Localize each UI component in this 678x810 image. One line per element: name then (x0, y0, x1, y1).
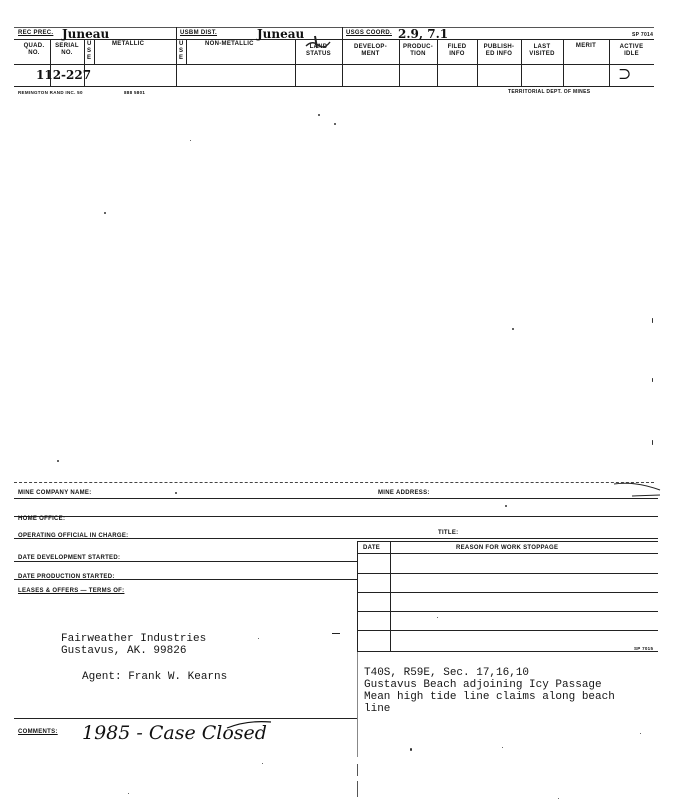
margin-stroke (612, 478, 662, 500)
speck (410, 748, 412, 751)
col-published-info-label: PUBLISH- ED INFO (483, 44, 515, 57)
speck (175, 492, 177, 494)
owner-text: Fairweather Industries Gustavus, AK. 99826 (61, 633, 207, 657)
home-office-label: HOME OFFICE: (18, 516, 66, 522)
date-production-label: DATE PRODUCTION STARTED: (18, 574, 115, 580)
col-active-idle-label: ACTIVE IDLE (619, 44, 644, 57)
col-sep (186, 39, 187, 64)
usbm-dist-label: USBM DIST. (180, 30, 218, 36)
land-status-scribble (304, 30, 338, 50)
top-rule (14, 27, 654, 28)
company-line (14, 498, 658, 499)
printer-code: 888 5801 (124, 90, 146, 95)
speck (652, 440, 653, 445)
lower-mid-divider (357, 652, 358, 757)
col-merit-label: MERIT (575, 43, 597, 49)
speck (512, 328, 514, 330)
col-production-label: PRODUC- TION (402, 44, 434, 57)
speck (502, 747, 503, 748)
speck (334, 123, 336, 125)
col-sep (176, 39, 177, 86)
speck (57, 460, 59, 462)
form-code-2: SP 7015 (634, 646, 654, 651)
printer-label: REMINGTON RAND INC. 50 (18, 90, 83, 95)
speck (104, 212, 106, 214)
stoppage-row-line (357, 630, 658, 631)
col-nonmetallic-label: NON-METALLIC (205, 41, 254, 47)
speck (190, 140, 191, 141)
col-quad-label: QUAD. NO. (23, 43, 45, 56)
reason-column-label: REASON FOR WORK STOPPAGE (456, 545, 559, 551)
speck (505, 505, 507, 507)
stoppage-row-line (357, 651, 658, 652)
quad-serial-value: 112-227 (36, 68, 92, 82)
usgs-coord-label: USGS COORD. (346, 30, 392, 36)
stoppage-row-line (357, 592, 658, 593)
comments-handwritten: 1985 - Case Closed (82, 722, 267, 744)
handwriting-flourish (225, 718, 275, 730)
rec-prec-label: REC PREC. (18, 30, 54, 36)
stoppage-row-line (357, 611, 658, 612)
stoppage-left-border (357, 541, 358, 652)
col-serial-label: SERIAL NO. (55, 43, 79, 56)
mine-address-label: MINE ADDRESS: (378, 490, 430, 496)
lower-top-rule (14, 482, 654, 483)
speck (558, 798, 559, 799)
col-use-metallic-label: U S E (87, 41, 92, 61)
date-development-label: DATE DEVELOPMENT STARTED: (18, 555, 121, 561)
usbm-dist-value: Juneau (257, 27, 305, 41)
col-sep (94, 39, 95, 64)
comments-label: COMMENTS: (18, 729, 58, 735)
speck (652, 318, 653, 323)
stoppage-date-sep (390, 541, 391, 652)
stoppage-row-line (357, 573, 658, 574)
speck (640, 733, 641, 734)
dash-mark (332, 633, 340, 634)
speck (262, 763, 263, 764)
speck (128, 793, 129, 794)
col-filed-info-label: FILED INFO (447, 44, 467, 57)
agent-text: Agent: Frank W. Kearns (82, 671, 228, 683)
mine-company-name-label: MINE COMPANY NAME: (18, 490, 92, 496)
department-label: TERRITORIAL DEPT. OF MINES (508, 89, 591, 95)
speck (652, 378, 653, 382)
location-text: T40S, R59E, Sec. 17,16,10 Gustavus Beach adjoining Icy Passage Mean high tide line claims along beach line (364, 667, 615, 715)
stoppage-top-line (357, 541, 658, 542)
active-idle-mark: ⊃ (618, 64, 632, 83)
col-land-status-label: LAND STATUS (306, 44, 331, 57)
speck (318, 114, 320, 116)
col-use-nonmetallic-label: U S E (179, 41, 184, 61)
column-header-divider (14, 64, 654, 65)
col-development-label: DEVELOP- MENT (353, 44, 388, 57)
title-label: TITLE: (438, 530, 459, 536)
col-metallic-label: METALLIC (112, 41, 145, 47)
lower-mid-divider-tick (357, 764, 358, 776)
form-code: SP 7014 (632, 32, 654, 38)
stoppage-header-line (357, 553, 658, 554)
operating-official-label: OPERATING OFFICIAL IN CHARGE: (18, 533, 129, 539)
comments-top-line (14, 718, 357, 719)
row-divider (14, 86, 654, 87)
rec-prec-value: Juneau (62, 27, 110, 41)
usgs-coord-value: 2.9, 7.1 (398, 27, 449, 41)
date-column-label: DATE (363, 545, 381, 551)
col-last-visited-label: LAST VISITED (529, 44, 555, 57)
leases-label: LEASES & OFFERS — TERMS OF: (18, 588, 125, 594)
home-office-line (14, 516, 658, 517)
lower-mid-divider-tick (357, 781, 358, 797)
speck (258, 638, 259, 639)
speck (437, 617, 438, 618)
